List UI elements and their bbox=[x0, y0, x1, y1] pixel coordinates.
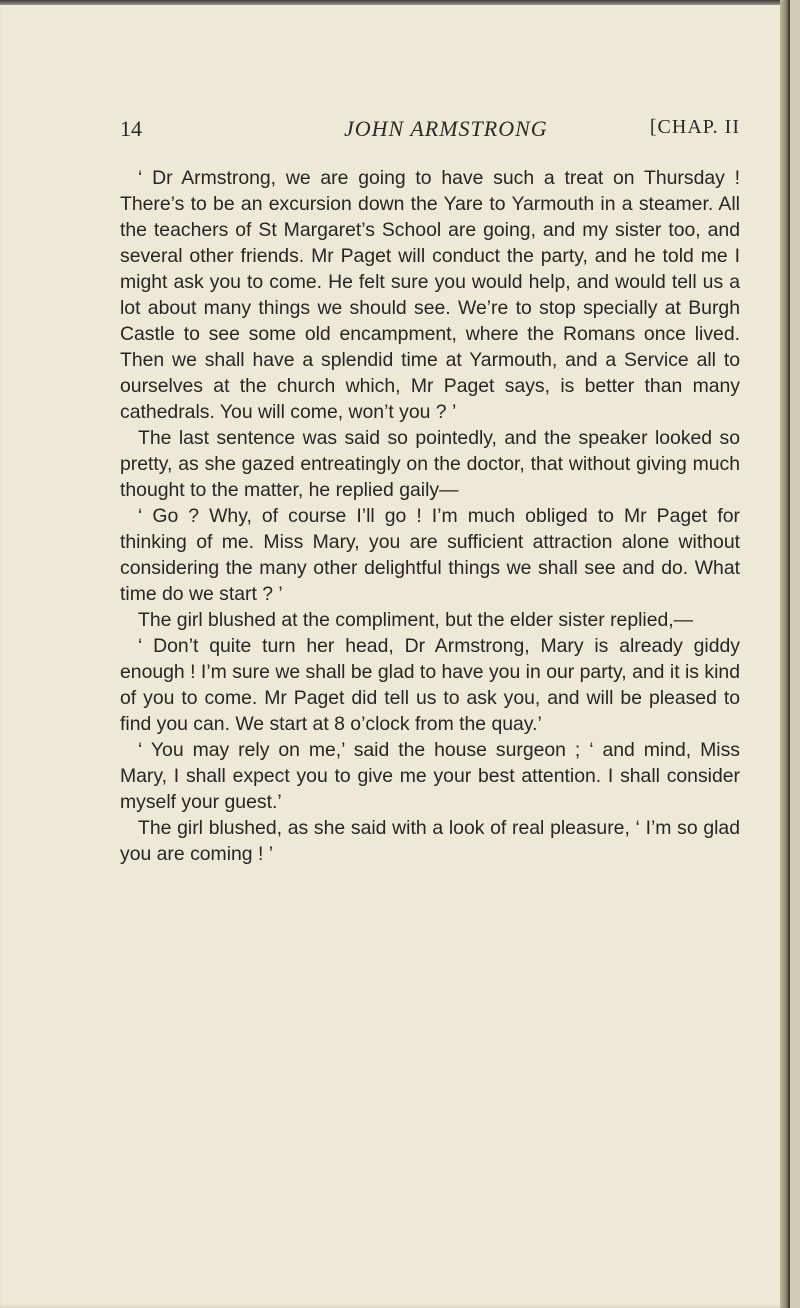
paragraph: ‘ Don’t quite turn her head, Dr Armstrong, Mary is already giddy enough ! I’m sure we shall be glad to have you in our party, and it is kind of you to come. Mr Paget did tell us to ask you, and will be pleased to find you can. We start at 8 o’clock from the quay.’ bbox=[120, 635, 740, 735]
page-top-edge bbox=[0, 0, 790, 5]
paragraph: ‘ Dr Armstrong, we are going to have such a treat on Thursday ! There’s to be an excursion down the Yare to Yarmouth in a steamer. All the teachers of St Margaret’s School are going, and my sister too, and several other friends. Mr Paget will conduct the party, and he told me I might ask you to come. He felt sure you would help, and would tell us a lot about many things we should see. We’re to stop specially at Burgh Castle to see some old encampment, where the Romans once lived. Then we shall have a splendid time at Yarmouth, and a Service all to ourselves at the church which, Mr Paget says, is better than many cathedrals. You will come, won’t you ? ’ bbox=[120, 167, 740, 423]
paragraph: ‘ You may rely on me,’ said the house surgeon ; ‘ and mind, Miss Mary, I shall expect you to give me your best attention. I shall consider myself your guest.’ bbox=[120, 739, 740, 813]
paragraph: The last sentence was said so pointedly, and the speaker looked so pretty, as she gazed entreatingly on the doctor, that without giving much thought to the matter, he replied gaily— bbox=[120, 427, 740, 501]
chapter-label: [CHAP. II bbox=[649, 116, 740, 138]
page-right-edge bbox=[780, 0, 790, 1308]
paragraph: ‘ Go ? Why, of course I’ll go ! I’m much obliged to Mr Paget for thinking of me. Miss Mary, you are sufficient attraction alone without considering the many other delightful things we shall see and do. What time do we start ? ’ bbox=[120, 505, 740, 605]
page-number: 14 bbox=[120, 116, 142, 141]
book-title: JOHN ARMSTRONG bbox=[344, 116, 548, 141]
body-text bbox=[120, 165, 740, 867]
paragraph: The girl blushed at the compliment, but the elder sister replied,— bbox=[138, 609, 694, 631]
running-header bbox=[120, 116, 740, 146]
paragraph: The girl blushed, as she said with a look of real pleasure, ‘ I’m so glad you are coming ! ’ bbox=[120, 817, 740, 865]
